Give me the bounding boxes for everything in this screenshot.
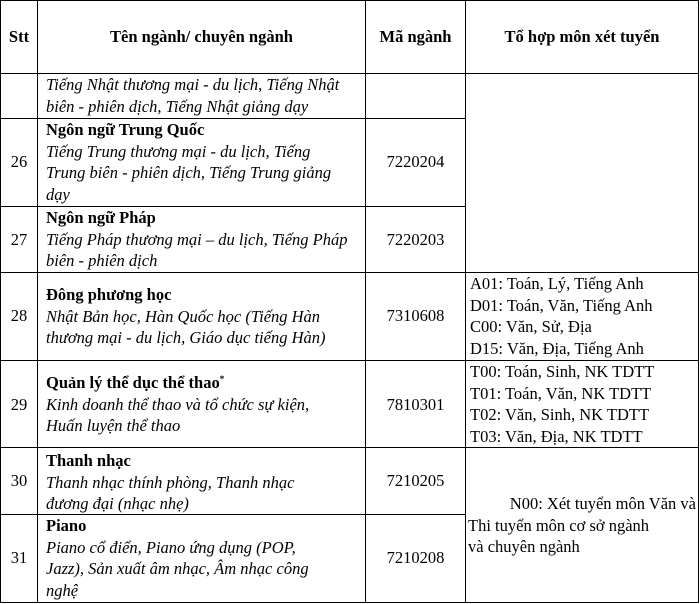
rule [37, 0, 38, 603]
header-code: Mã ngành [379, 27, 452, 46]
combo-list: N00: Xét tuyển môn Văn và Thi tuyển môn cơ sở ngành và chuyên ngành [468, 494, 696, 557]
table-row-specializations: Tiếng Nhật thương mại - du lịch, Tiếng Nhật biên - phiên dịch, Tiếng Nhật giảng dạy [46, 75, 340, 116]
header-combo: Tổ hợp môn xét tuyển [504, 27, 660, 46]
row-code: 7810301 [386, 395, 445, 414]
rule [0, 602, 699, 603]
row-code: 7220203 [386, 230, 445, 249]
header-stt: Stt [8, 27, 30, 46]
combo-list: T00: Toán, Sinh, NK TDTT T01: Toán, Văn, NK TDTT T02: Văn, Sinh, NK TDTT T03: Văn, Địa, NK TDTT [470, 362, 655, 446]
rule [0, 0, 699, 1]
table-row-major: Piano Piano cổ điển, Piano ứng dụng (POP, Jazz), Sản xuất âm nhạc, Âm nhạc công nghệ [46, 516, 309, 600]
row-code: 7220204 [386, 152, 445, 171]
header-name: Tên ngành/ chuyên ngành [110, 27, 293, 46]
table-row-major: Thanh nhạc Thanh nhạc thính phòng, Thanh nhạc đương đại (nhạc nhẹ) [46, 451, 295, 514]
table-row-major: Ngôn ngữ Trung Quốc Tiếng Trung thương mại - du lịch, Tiếng Trung biên - phiên dịch, Tiếng Trung giảng dạy [46, 120, 332, 204]
row-stt: 31 [10, 548, 28, 567]
row-code: 7210208 [386, 548, 445, 567]
row-stt: 30 [10, 471, 28, 490]
table-row-major: Ngôn ngữ Pháp Tiếng Pháp thương mại – du lịch, Tiếng Pháp biên - phiên dịch [46, 208, 348, 271]
table-row-major: Quản lý thể dục thể thao* Kinh doanh thể thao và tổ chức sự kiện, Huấn luyện thể thao [46, 373, 310, 436]
row-stt: 26 [10, 152, 28, 171]
major-name: Quản lý thể dục thể thao [46, 373, 220, 392]
combo-list: A01: Toán, Lý, Tiếng Anh D01: Toán, Văn, Tiếng Anh C00: Văn, Sử, Địa D15: Văn, Địa, Tiếng Anh [470, 274, 653, 358]
row-code: 7210205 [386, 471, 445, 490]
rule [698, 0, 699, 603]
footnote-mark: * [219, 374, 225, 384]
row-stt: 29 [10, 395, 28, 414]
row-code: 7310608 [386, 306, 445, 325]
rule [365, 0, 366, 603]
rule [465, 0, 466, 603]
table-row-major: Đông phương học Nhật Bản học, Hàn Quốc học (Tiếng Hàn thương mại - du lịch, Giáo dục tiếng Hàn) [46, 285, 326, 348]
row-stt: 28 [10, 306, 28, 325]
rule [0, 0, 1, 603]
row-stt: 27 [10, 230, 28, 249]
